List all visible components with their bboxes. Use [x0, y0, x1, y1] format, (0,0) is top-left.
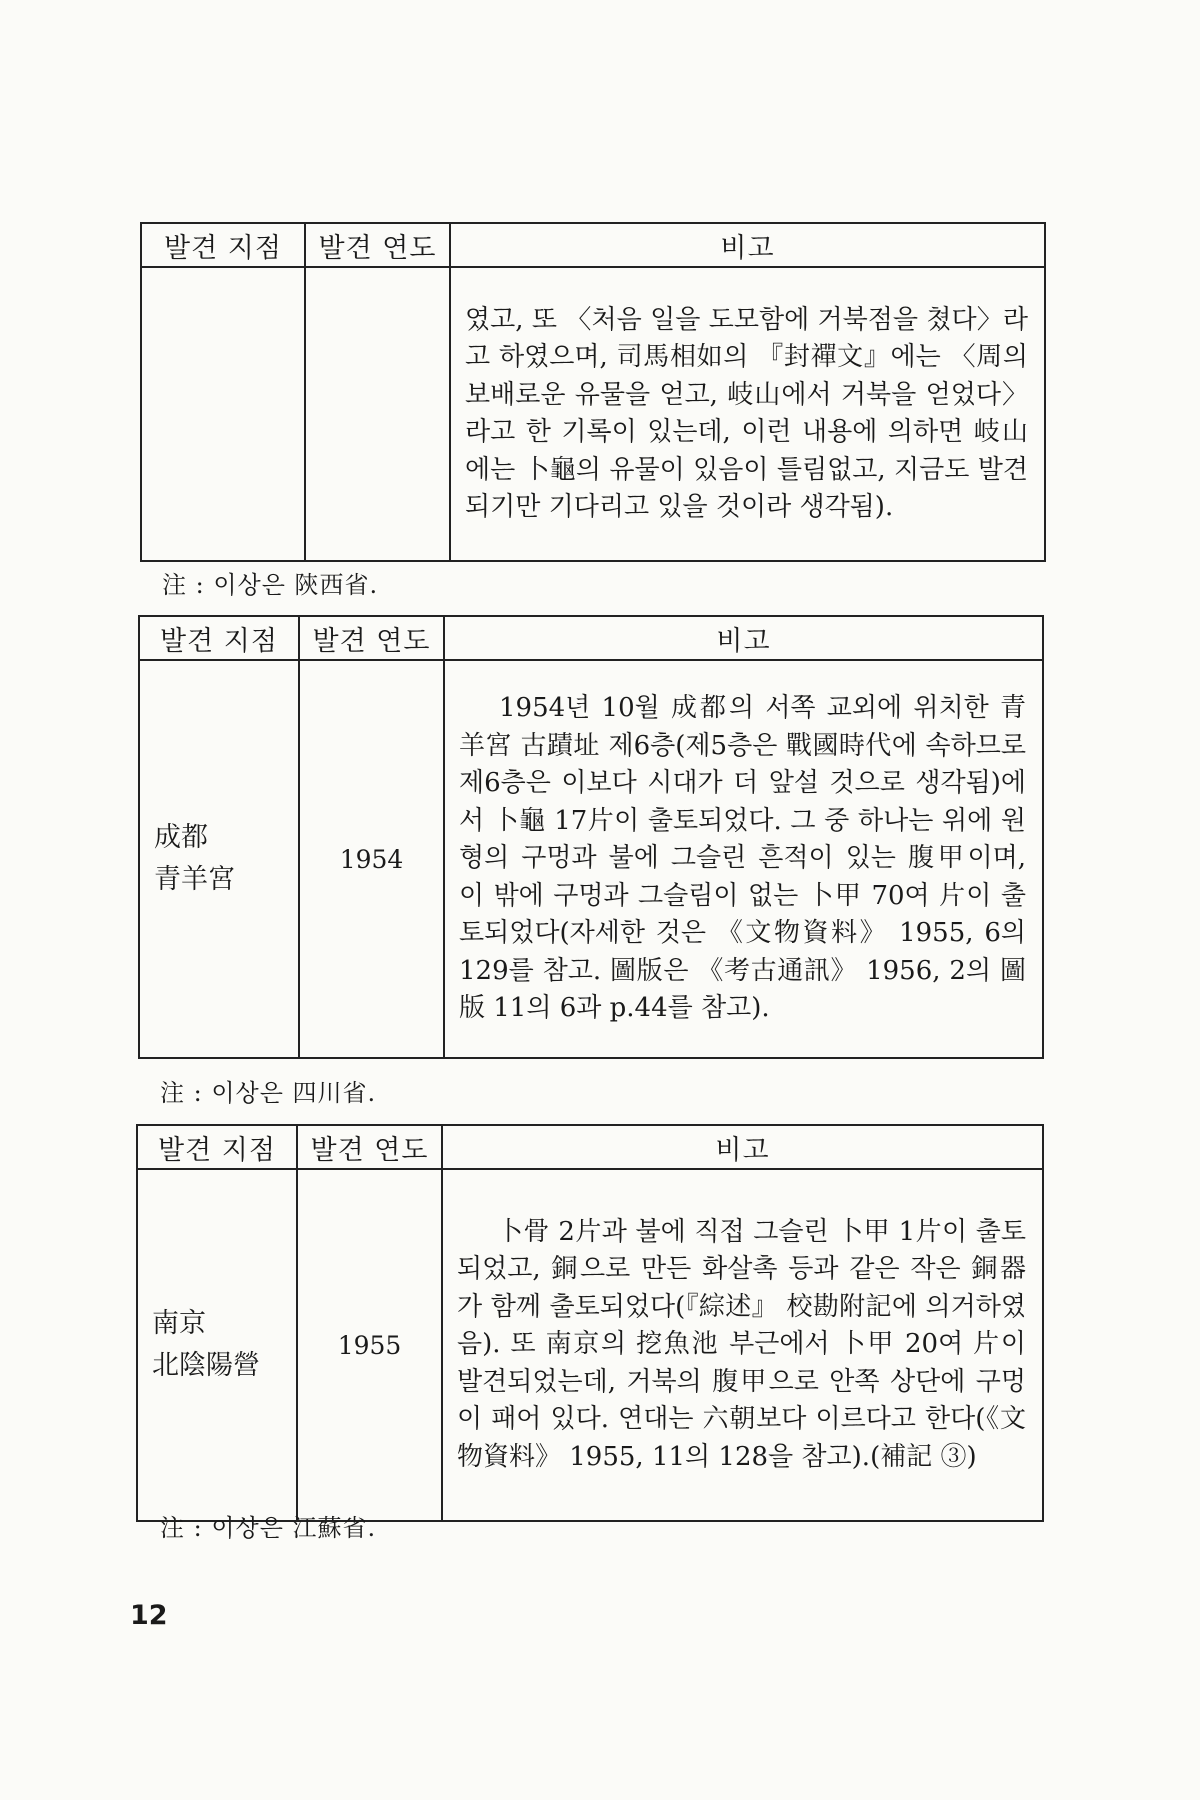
site-line: 青羊宮 [154, 864, 235, 895]
table-shaanxi [140, 222, 1046, 562]
site-line: 南京 [152, 1308, 206, 1339]
header-remarks: 비고 [444, 616, 1043, 660]
site-cell [141, 267, 305, 561]
header-site: 발견 지점 [141, 223, 305, 267]
footnote: 注 : 이상은 四川省. [160, 1079, 377, 1107]
table-row [139, 660, 1043, 1058]
header-site: 발견 지점 [139, 616, 299, 660]
site-line: 北陰陽營 [152, 1350, 260, 1381]
year-cell: 1954 [299, 660, 444, 1058]
site-line: 成都 [154, 822, 208, 853]
site-cell [137, 1169, 297, 1521]
header-site: 발견 지점 [137, 1125, 297, 1169]
table-header-row [139, 616, 1043, 660]
page-number: 12 [130, 1600, 168, 1631]
remarks-cell: 卜骨 2片과 불에 직접 그슬린 卜甲 1片이 출토되었고, 銅으로 만든 화살촉 등과 같은 작은 銅器가 함께 출토되었다(『綜述』 校勘附記에 의거하였음). 또 南京의 挖魚池 부근에서 卜甲 20여 片이 발견되었는데, 거북의 腹甲으로 안쪽 상단에 구멍이 패어 있다. 연대는 六朝보다 이르다고 한다(《文物資料》 1955, 11의 128을 참고).(補記 ③) [442, 1169, 1043, 1521]
header-remarks: 비고 [450, 223, 1045, 267]
footnote: 注 : 이상은 江蘇省. [160, 1514, 377, 1542]
table-header-row [141, 223, 1045, 267]
year-cell: 1955 [297, 1169, 442, 1521]
header-year: 발견 연도 [299, 616, 444, 660]
table-row [141, 267, 1045, 561]
header-remarks: 비고 [442, 1125, 1043, 1169]
footnote: 注 : 이상은 陝西省. [162, 571, 379, 599]
year-cell [305, 267, 450, 561]
header-year: 발견 연도 [305, 223, 450, 267]
remarks-cell: 1954년 10월 成都의 서쪽 교외에 위치한 青羊宮 古蹟址 제6층(제5층은 戰國時代에 속하므로 제6층은 이보다 시대가 더 앞설 것으로 생각됨)에서 卜龜 17片이 출토되었다. 그 중 하나는 위에 원형의 구멍과 불에 그슬린 흔적이 있는 腹甲이며, 이 밖에 구멍과 그슬림이 없는 卜甲 70여 片이 출토되었다(자세한 것은 《文物資料》 1955, 6의 129를 참고. 圖版은 《考古通訊》 1956, 2의 圖版 11의 6과 p.44를 참고). [444, 660, 1043, 1058]
table-row [137, 1169, 1043, 1521]
site-cell [139, 660, 299, 1058]
table-header-row [137, 1125, 1043, 1169]
header-year: 발견 연도 [297, 1125, 442, 1169]
remarks-cell: 였고, 또 〈처음 일을 도모함에 거북점을 쳤다〉라고 하였으며, 司馬相如의 『封禪文』에는 〈周의 보배로운 유물을 얻고, 岐山에서 거북을 얻었다〉라고 한 기록이 있는데, 이런 내용에 의하면 岐山에는 卜龜의 유물이 있음이 틀림없고, 지금도 발견되기만 기다리고 있을 것이라 생각됨). [450, 267, 1045, 561]
table-jiangsu [136, 1124, 1044, 1522]
table-sichuan [138, 615, 1044, 1059]
